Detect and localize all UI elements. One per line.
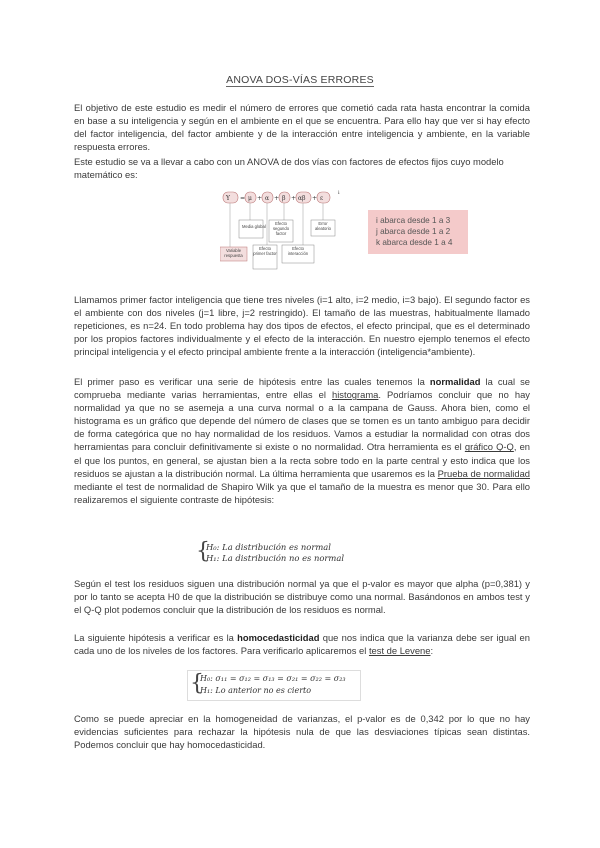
normality-hypothesis: { H₀: La distribución es normal H₁: La distribución no es normal — [196, 539, 356, 567]
h0-levene: H₀: σ₁₁ = σ₁₂ = σ₁₃ = σ₂₁ = σ₂₂ = σ₂₃ — [200, 674, 346, 683]
index-range-k: k abarca desde 1 a 4 — [376, 238, 453, 247]
svg-text:+: + — [291, 195, 297, 202]
normalidad-term: normalidad — [429, 376, 481, 387]
prueba-normalidad-link: Prueba de normalidad — [437, 467, 531, 479]
levene-hypothesis: { H₀: σ₁₁ = σ₁₂ = σ₁₃ = σ₂₁ = σ₂₂ = σ₂₃ H₁: Lo anterior no es cierto — [187, 670, 361, 701]
index-range-j: j abarca desde 1 a 2 — [376, 227, 451, 236]
label-variable-respuesta: Variable respuesta — [224, 248, 243, 258]
page-title: ANOVA DOS-VÍAS ERRORES — [226, 74, 374, 86]
index-mark: i — [338, 190, 340, 196]
model-diagram — [220, 188, 356, 283]
histograma-link: histograma — [332, 389, 379, 401]
h0-normal: H₀: La distribución es normal — [206, 542, 331, 552]
svg-text:+: + — [312, 195, 318, 202]
normality-paragraph: El primer paso es verificar una serie de hipótesis entre las cuales tenemos la normalidad la cual se comprueba mediante varias herramientas, entre ellas el histograma. Podríamos concluir que no hay normalidad ya que no se asemeja a una curva normal o a la campana de Gauss. Ahora bien, como el histograma es un gráfico que depende del número de clases que se tomen es un tanto ambiguo para decidir de forma categórica que no hay normalidad de los residuos. Vamos a estudiar la normalidad con otras dos herramientas para concluir definitivamente si existe o no normalidad. Otra herramienta es el gráfico Q-Q, en el que los puntos, en general, se ajustan bien a la recta sobre todo en la parte central y esto indica que los residuos se ajustan a la distribución normal. La última herramienta que usaremos es la Prueba de normalidad mediante el test de normalidad de Shapiro Wilk ya que el tamaño de la muestra es menor que 30. Para ello realizaremos el siguiente contraste de hipótesis: — [74, 376, 531, 505]
model-term-label: α — [265, 195, 270, 202]
model-term-label: αβ — [298, 195, 306, 202]
levene-result-paragraph: Como se puede apreciar en la homogeneidad de varianzas, el p-valor es de 0,342 por lo que no hay evidencias suficientes para rechazar la hipótesis nula de que las desviaciones típicas sean distintas. Podemos concluir que hay homocedasticidad. — [74, 713, 530, 751]
model-term-label: Y — [226, 195, 230, 202]
label-media-global: Media global — [242, 224, 266, 229]
model-term — [317, 192, 330, 203]
normality-result-paragraph: Según el test los residuos siguen una distribución normal ya que el p-valor es mayor que alpha (p=0,381) y por lo tanto se acepta H0 de que la distribución se distribuye como una normal. Basándonos en ambos test y el Q-Q plot podemos concluir que la distribución de los residuos es normal. — [74, 578, 530, 616]
levene-link: test de Levene — [368, 645, 431, 657]
model-term-label: μ — [248, 195, 252, 202]
index-ranges-box — [368, 210, 468, 254]
model-term-label: β — [282, 195, 286, 202]
intro-paragraph: El objetivo de este estudio es medir el número de errores que cometió cada rata hasta encontrar la comida en base a su inteligencia y según en el ambiente en el que se encuentra. Para ello hay que ver si hay efecto del factor inteligencia, del factor ambiente y de la interacción entre inteligencia y ambiente, en la variable respuesta errores. — [74, 102, 530, 153]
grafico-qq-link: gráfico Q-Q — [464, 441, 514, 453]
h1-normal: H₁: La distribución no es normal — [206, 553, 345, 563]
label-efecto-segundo: Efecto segundo factor — [272, 221, 290, 236]
label-efecto-interaccion: Efecto interacción — [287, 246, 309, 256]
model-term-label: ε — [320, 195, 324, 202]
homocedasticidad-term: homocedasticidad — [237, 632, 320, 643]
svg-text:+: + — [274, 195, 280, 202]
model-intro-paragraph: Este estudio se va a llevar a cabo con un ANOVA de dos vías con factores de efectos fijos cuyo modelo matemático es: — [74, 156, 504, 181]
h1-levene: H₁: Lo anterior no es cierto — [200, 686, 312, 695]
svg-text:=: = — [240, 195, 246, 202]
homoscedasticity-paragraph: La siguiente hipótesis a verificar es la homocedasticidad que nos indica que la varianza debe ser igual en cada uno de los niveles de los factores. Para verificarlo aplicaremos el test de Levene: — [74, 632, 530, 657]
label-efecto-primer: Efecto primer factor — [253, 246, 277, 256]
label-error: Error aleatorio — [314, 221, 332, 231]
factors-paragraph: Llamamos primer factor inteligencia que tiene tres niveles (i=1 alto, i=2 medio, i=3 bajo). El segundo factor es el ambiente con dos niveles (j=1 libre, j=2 restringido). El tamaño de las muestras, habitualmente llamado repeticiones, es n=24. En todo problema hay dos tipos de efectos, el efecto principal, que es el determinado por los propios factores individualmente y el efecto de la interacción. En nuestro ejemplo tenemos el efecto principal inteligencia y el efecto principal ambiente frente a la interacción (inteligencia*ambiente). — [74, 294, 530, 358]
svg-text:+: + — [257, 195, 263, 202]
index-range-i: i abarca desde 1 a 3 — [376, 216, 451, 225]
